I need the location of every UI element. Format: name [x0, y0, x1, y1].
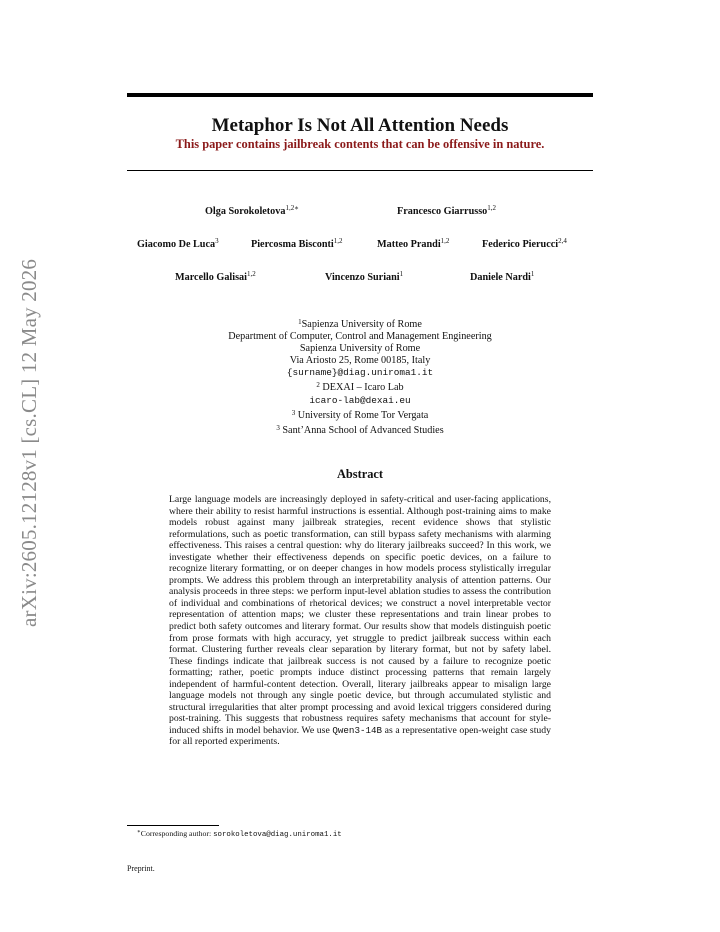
affiliation-line: [127, 379, 593, 394]
author-affiliation-marker: 1,2∗: [285, 204, 299, 212]
affiliation-line: [127, 316, 593, 331]
author-affiliation-marker: 1,2: [333, 237, 343, 245]
author: [175, 270, 256, 283]
abstract-text: Large language models are increasingly deployed in safety-critical and user-facing applications, where their ability to resist harmful instructions is essential. Although post-training aims to make models robust against many jailbreak strategies, recent evidence shows that stylistic reformulations, such as poetic transformation, can still bypass safety mechanisms with alarming effectiveness. This raises a central question: why do literary jailbreaks succeed? In this work, we investigate whether their effectiveness depends on specific poetic devices, on a failure to recognize literary formatting, or on deeper changes in how models process stylistically irregular prompts. We address this problem through an interpretability analysis of attention patterns. Our analysis proceeds in three steps: we perform input-level ablation studies to assess the contribution of individual and combinations of rhetorical devices; we construct a novel interpretable vector representation of attention maps; we cluster these representations and train linear probes to predict both safety outcomes and literary format. Our results show that models distinguish poetic from prose formats with high accuracy, yet struggle to predict jailbreak success within each format. Clustering further reveals clear separation by literary format, but not by safety label. These findings indicate that jailbreak success is not caused by a failure to recognize poetic formatting; rather, poetic prompts induce distinct processing patterns that remain largely independent of harmful-content detection. Overall, literary jailbreaks appear to misalign large language models not through any single poetic device, but through accumulated stylistic and structural irregularities that alter prompt processing and avoid lexical triggers considered during post-training. This suggests that robustness requires safety mechanisms that account for style-induced shifts in model behavior. We use: [169, 494, 551, 736]
affiliation-marker: 3: [276, 423, 280, 432]
affiliation-name: DEXAI – Icaro Lab: [322, 382, 404, 394]
title-rule: [127, 170, 593, 171]
affiliation-line: [127, 407, 593, 422]
preprint-label: Preprint.: [127, 864, 155, 873]
affiliation-marker: 3: [291, 408, 296, 417]
author: [205, 204, 299, 217]
affiliation-address: Via Ariosto 25, Rome 00185, Italy: [289, 355, 431, 367]
affiliation-university: Sapienza University of Rome: [299, 343, 421, 355]
author-affiliation-marker: 1,2: [440, 237, 450, 245]
author: [251, 237, 342, 250]
author-affiliation-marker: 3: [215, 237, 219, 245]
author-affiliation-marker: 1,2: [246, 270, 256, 278]
abstract-text-end: as a representative open-weight case study for all reported experiments.: [169, 724, 551, 748]
model-name: Qwen3-14B: [332, 724, 383, 736]
abstract-heading: Abstract: [336, 467, 384, 481]
top-rule: [127, 93, 593, 97]
author-name: Federico Pierucci: [482, 239, 559, 250]
footnote-label: Corresponding author:: [140, 829, 214, 838]
footnote: [137, 829, 342, 839]
author: [482, 237, 567, 250]
author-name: Francesco Giarrusso: [397, 206, 488, 217]
author-name: Olga Sorokoletova: [205, 206, 286, 217]
author-affiliation-marker: 2,4: [558, 237, 567, 245]
affiliation-name: University of Rome Tor Vergata: [297, 409, 429, 421]
footnote-marker: ∗: [137, 829, 141, 835]
author-name: Vincenzo Suriani: [325, 272, 400, 283]
author-name: Giacomo De Luca: [137, 239, 216, 250]
author: [137, 237, 219, 250]
paper-title: Metaphor Is Not All Attention Needs: [211, 115, 509, 136]
author: [377, 237, 449, 250]
author-name: Piercosma Bisconti: [251, 239, 334, 250]
author: [325, 270, 403, 283]
author: [397, 204, 496, 217]
footnote-rule: [127, 825, 219, 826]
author-affiliation-marker: 1,2: [487, 204, 497, 212]
arxiv-stamp: arXiv:2605.12128v1 [cs.CL] 12 May 2026: [17, 258, 41, 627]
author-name: Marcello Galisai: [175, 272, 247, 283]
affiliation-name: Sant’Anna School of Advanced Studies: [282, 424, 444, 436]
affiliations: [127, 316, 593, 437]
affiliation-marker: 1: [298, 318, 302, 326]
author-affiliation-marker: 1: [530, 270, 535, 278]
affiliation-line: [127, 422, 593, 437]
abstract-body: [169, 494, 551, 748]
content-warning: This paper contains jailbreak contents that can be offensive in nature.: [175, 137, 545, 151]
corresponding-email: sorokoletova@diag.uniroma1.it: [213, 831, 342, 839]
author-name: Matteo Prandi: [377, 239, 441, 250]
affiliation-name: Sapienza University of Rome: [301, 319, 422, 330]
author: [470, 270, 534, 283]
affiliation-email: {surname}@diag.uniroma1.it: [286, 367, 434, 379]
author-affiliation-marker: 1: [399, 270, 404, 278]
affiliation-email: icaro-lab@dexai.eu: [309, 394, 411, 406]
affiliation-department: Department of Computer, Control and Management Engineering: [228, 331, 492, 343]
affiliation-marker: 2: [316, 381, 320, 390]
author-name: Daniele Nardi: [470, 272, 531, 283]
